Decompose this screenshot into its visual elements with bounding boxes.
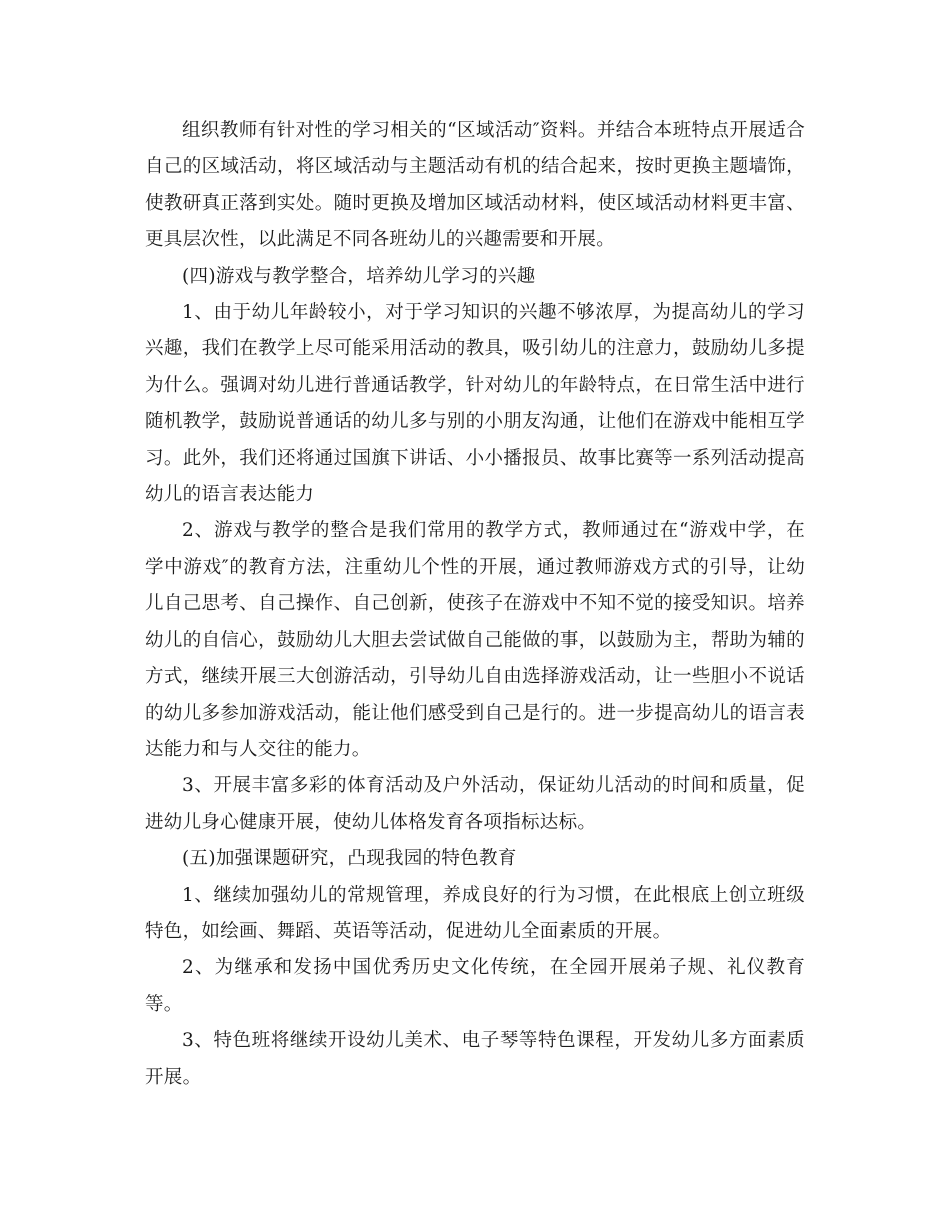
paragraph-regional-activities: 组织教师有针对性的学习相关的“区域活动″资料。并结合本班特点开展适合自己的区域活动，将区域活动与主题活动有机的结合起来，按时更换主题墙饰，使教研真正落到实处。随时更换及增加区域活动材料，使区域活动材料更丰富、更具层次性，以此满足不同各班幼儿的兴趣需要和开展。 [145,120,805,251]
paragraph-item-5-3: 3、特色班将继续开设幼儿美术、电子琴等特色课程，开发幼儿多方面素质开展。 [145,1030,805,1088]
paragraph-item-4-2: 2、游戏与教学的整合是我们常用的教学方式，教师通过在“游戏中学，在学中游戏″的教育方法，注重幼儿个性的开展，通过教师游戏方式的引导，让幼儿自己思考、自己操作、自己创新，使孩子在游戏中不知不觉的接受知识。培养幼儿的自信心，鼓励幼儿大胆去尝试做自己能做的事，以鼓励为主，帮助为辅的方式，继续开展三大创游活动，引导幼儿自由选择游戏活动，让一些胆小不说话的幼儿多参加游戏活动，能让他们感受到自己是行的。进一步提高幼儿的语言表达能力和与人交往的能力。 [145,520,805,760]
section-heading-5: (五)加强课题研究，凸现我园的特色教育 [182,848,517,870]
paragraph-item-5-1: 1、继续加强幼儿的常规管理，养成良好的行为习惯，在此根底上创立班级特色，如绘画、舞蹈、英语等活动，促进幼儿全面素质的开展。 [145,884,805,942]
paragraph-item-4-1: 1、由于幼儿年龄较小，对于学习知识的兴趣不够浓厚，为提高幼儿的学习兴趣，我们在教学上尽可能采用活动的教具，吸引幼儿的注意力，鼓励幼儿多提为什么。强调对幼儿进行普通话教学，针对幼儿的年龄特点，在日常生活中进行随机教学，鼓励说普通话的幼儿多与别的小朋友沟通，让他们在游戏中能相互学习。此外，我们还将通过国旗下讲话、小小播报员、故事比赛等一系列活动提高幼儿的语言表达能力 [145,302,805,506]
paragraph-item-4-3: 3、开展丰富多彩的体育活动及户外活动，保证幼儿活动的时间和质量，促进幼儿身心健康开展，使幼儿体格发育各项指标达标。 [145,775,805,833]
section-heading-4: (四)游戏与教学整合，培养幼儿学习的兴趣 [182,265,536,287]
document-body [145,113,805,1096]
paragraph-item-5-2: 2、为继承和发扬中国优秀历史文化传统，在全园开展弟子规、礼仪教育等。 [145,957,805,1015]
